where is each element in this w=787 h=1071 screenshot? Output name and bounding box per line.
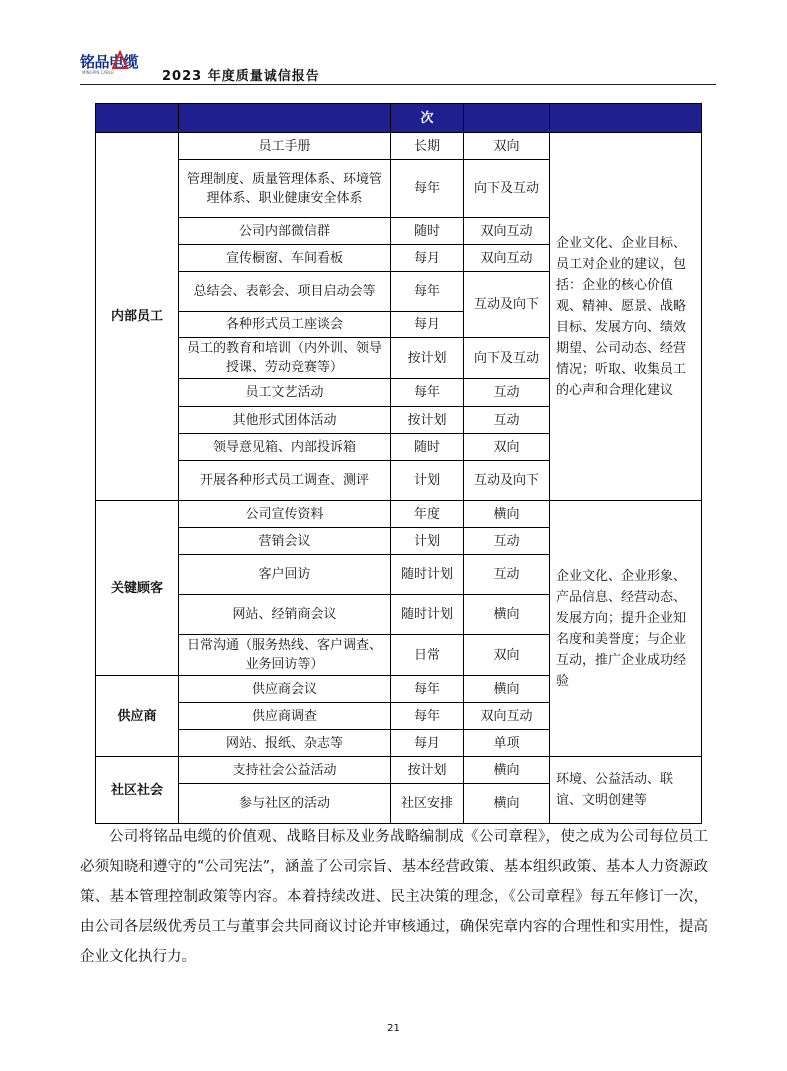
dir-cell: 互动 — [464, 528, 550, 555]
header-cell — [96, 104, 179, 133]
logo-emblem-icon — [110, 50, 130, 70]
freq-cell: 每年 — [391, 676, 464, 703]
page-number: 21 — [387, 1023, 400, 1034]
dir-cell: 横向 — [464, 501, 550, 528]
logo-text: 铭品电缆 — [80, 53, 139, 71]
dir-cell: 横向 — [464, 757, 550, 784]
dir-cell: 双向 — [464, 635, 550, 676]
freq-cell: 每年 — [391, 160, 464, 218]
group-description: 环境、公益活动、联谊、文明创建等 — [550, 757, 702, 824]
item-cell: 公司宣传资料 — [179, 501, 391, 528]
table-row — [96, 501, 702, 528]
freq-cell: 按计划 — [391, 407, 464, 434]
dir-cell: 互动 — [464, 407, 550, 434]
item-cell: 员工手册 — [179, 133, 391, 160]
item-cell: 宣传橱窗、车间看板 — [179, 245, 391, 272]
item-cell: 供应商会议 — [179, 676, 391, 703]
dir-cell: 双向 — [464, 133, 550, 160]
item-cell: 支持社会公益活动 — [179, 757, 391, 784]
item-cell: 营销会议 — [179, 528, 391, 555]
item-cell: 网站、经销商会议 — [179, 595, 391, 635]
freq-cell: 随时 — [391, 218, 464, 245]
table-row — [96, 133, 702, 160]
page-header — [80, 48, 716, 88]
dir-cell: 横向 — [464, 595, 550, 635]
item-cell: 管理制度、质量管理体系、环境管理体系、职业健康安全体系 — [179, 160, 391, 218]
header-cell — [550, 104, 702, 133]
freq-cell: 每月 — [391, 312, 464, 338]
item-cell: 开展各种形式员工调查、测评 — [179, 461, 391, 501]
item-cell: 领导意见箱、内部投诉箱 — [179, 434, 391, 461]
item-cell: 参与社区的活动 — [179, 784, 391, 824]
group-description: 企业文化、企业形象、产品信息、经营动态、发展方向；提升企业知名度和美誉度；与企业互动，推广企业成功经验 — [550, 501, 702, 757]
dir-cell: 互动 — [464, 555, 550, 595]
dir-cell: 双向互动 — [464, 218, 550, 245]
freq-cell: 长期 — [391, 133, 464, 160]
item-cell: 总结会、表彰会、项目启动会等 — [179, 272, 391, 312]
table-row — [96, 757, 702, 784]
freq-cell: 随时计划 — [391, 595, 464, 635]
paragraph-text: 公司将铭品电缆的价值观、战略目标及业务战略编制成《公司章程》，使之成为公司每位员工必须知晓和遵守的“公司宪法”，涵盖了公司宗旨、基本经营政策、基本组织政策、基本人力资源政策、基本管理控制政策等内容。本着持续改进、民主决策的理念，《公司章程》每五年修订一次，由公司各层级优秀员工与董事会共同商议讨论并审核通过，确保宪章内容的合理性和实用性，提高企业文化执行力。 — [80, 829, 708, 965]
dir-cell: 双向 — [464, 434, 550, 461]
freq-cell: 按计划 — [391, 338, 464, 379]
freq-cell: 计划 — [391, 528, 464, 555]
logo-subtitle: MINGPIN CABLE — [82, 70, 114, 75]
header-divider — [80, 84, 716, 85]
company-logo — [80, 48, 172, 78]
freq-cell: 按计划 — [391, 757, 464, 784]
item-cell: 供应商调查 — [179, 703, 391, 730]
group-label: 内部员工 — [96, 133, 179, 501]
header-cell — [464, 104, 550, 133]
freq-cell: 随时计划 — [391, 555, 464, 595]
dir-cell: 互动 — [464, 379, 550, 407]
item-cell: 其他形式团体活动 — [179, 407, 391, 434]
report-title: 2023 年度质量诚信报告 — [162, 69, 320, 84]
item-cell: 日常沟通（服务热线、客户调查、业务回访等） — [179, 635, 391, 676]
freq-cell: 每年 — [391, 379, 464, 407]
body-paragraph — [80, 822, 708, 972]
dir-cell: 双向互动 — [464, 245, 550, 272]
freq-cell: 每月 — [391, 245, 464, 272]
dir-cell: 互动及向下 — [464, 461, 550, 501]
communication-table — [95, 103, 702, 824]
header-cell — [179, 104, 391, 133]
dir-cell: 横向 — [464, 676, 550, 703]
dir-cell: 向下及互动 — [464, 338, 550, 379]
dir-cell: 互动及向下 — [464, 272, 550, 338]
freq-cell: 随时 — [391, 434, 464, 461]
freq-cell: 日常 — [391, 635, 464, 676]
group-label: 关键顾客 — [96, 501, 179, 676]
item-cell: 公司内部微信群 — [179, 218, 391, 245]
group-description: 企业文化、企业目标、员工对企业的建议，包括：企业的核心价值观、精神、愿景、战略目标、发展方向、绩效期望、公司动态、经营情况；听取、收集员工的心声和合理化建议 — [550, 133, 702, 501]
freq-cell: 计划 — [391, 461, 464, 501]
header-cell: 次 — [391, 104, 464, 133]
group-label: 社区社会 — [96, 757, 179, 824]
group-label: 供应商 — [96, 676, 179, 757]
dir-cell: 向下及互动 — [464, 160, 550, 218]
freq-cell: 每月 — [391, 730, 464, 757]
item-cell: 网站、报纸、杂志等 — [179, 730, 391, 757]
dir-cell: 单项 — [464, 730, 550, 757]
item-cell: 员工文艺活动 — [179, 379, 391, 407]
freq-cell: 社区安排 — [391, 784, 464, 824]
freq-cell: 每年 — [391, 272, 464, 312]
dir-cell: 横向 — [464, 784, 550, 824]
item-cell: 各种形式员工座谈会 — [179, 312, 391, 338]
table-header-row — [96, 104, 702, 133]
item-cell: 客户回访 — [179, 555, 391, 595]
freq-cell: 年度 — [391, 501, 464, 528]
freq-cell: 每年 — [391, 703, 464, 730]
dir-cell: 双向互动 — [464, 703, 550, 730]
item-cell: 员工的教育和培训（内外训、领导授课、劳动竞赛等） — [179, 338, 391, 379]
